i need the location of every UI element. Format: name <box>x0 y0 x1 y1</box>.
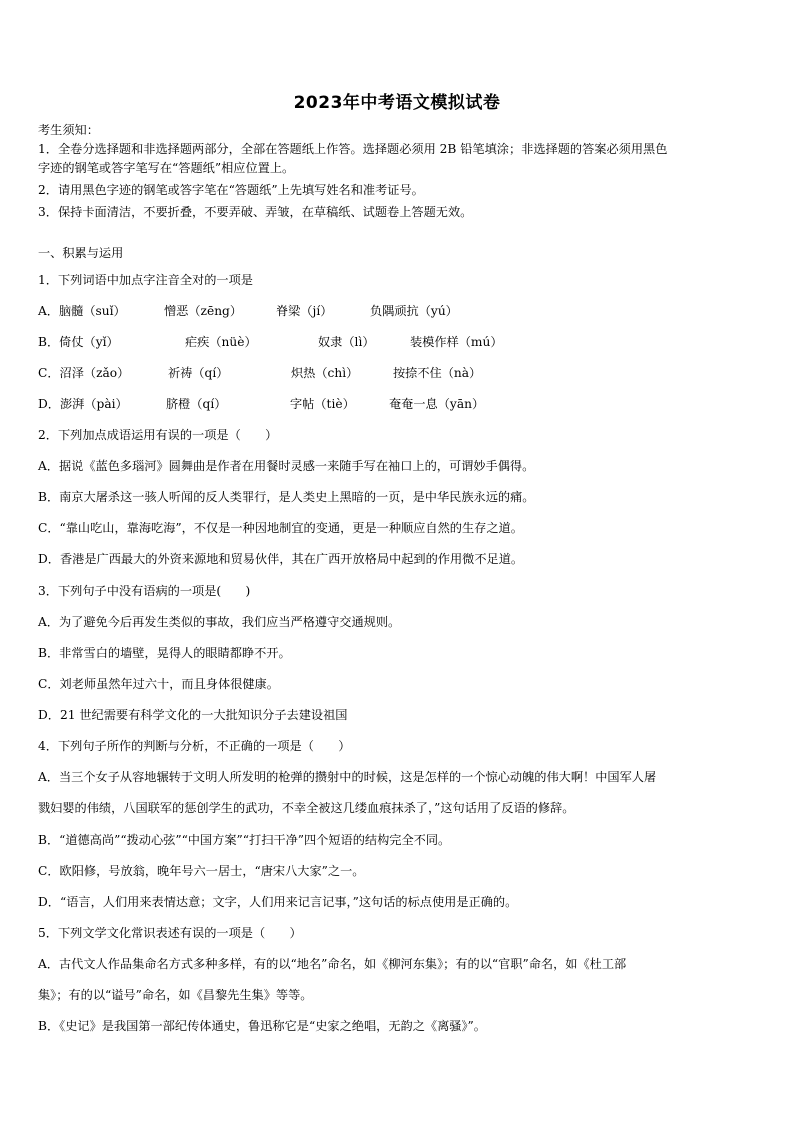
q3-option: B．非常雪白的墙壁，晃得人的眼睛都睁不开。 <box>38 646 291 660</box>
q4-line: 戮妇婴的伟绩，八国联军的惩创学生的武功，不幸全被这几缕血痕抹杀了，”这句话用了反语的修辞。 <box>38 801 575 815</box>
q4-line: C．欧阳修，号放翁，晚年号六一居士，“唐宋八大家”之一。 <box>38 864 365 878</box>
q1-option-b-word: 装模作样（mú） <box>410 335 503 349</box>
q3-option: D．21 世纪需要有科学文化的一大批知识分子去建设祖国 <box>38 708 348 722</box>
q5-line: A．古代文人作品集命名方式多种多样，有的以“地名”命名，如《柳河东集》；有的以“官职”命名，如《杜工部 <box>38 957 627 971</box>
notice-heading: 考生须知： <box>38 123 99 137</box>
q1-option-a-word: 负隅顽抗（yú） <box>370 304 458 318</box>
question-stem: 1．下列词语中加点字注音全对的一项是 <box>38 273 253 287</box>
q4-line: A．当三个女子从容地辗转于文明人所发明的枪弹的攒射中的时候，这是怎样的一个惊心动魄的伟大啊！中国军人屠 <box>38 770 657 784</box>
q1-option-d: D．澎湃（pài） <box>38 397 128 411</box>
question-stem: 3．下列句子中没有语病的一项是( ) <box>38 584 251 598</box>
q2-option: D．香港是广西最大的外资来源地和贸易伙伴，其在广西开放格局中起到的作用微不足道。 <box>38 552 524 566</box>
q1-option-c-word: 祈祷（qí） <box>168 366 229 380</box>
q1-option-d-word: 脐橙（qí） <box>166 397 227 411</box>
question-stem: 4．下列句子所作的判断与分析，不正确的一项是（ ） <box>38 739 351 753</box>
page-title: 2023年中考语文模拟试卷 <box>293 93 501 113</box>
q1-option-a-word: 憎恶（zēng） <box>164 304 243 318</box>
q1-option-c: C．沼泽（zǎo） <box>38 366 130 380</box>
notice-line: 3．保持卡面清洁，不要折叠，不要弄破、弄皱，在草稿纸、试题卷上答题无效。 <box>38 205 473 219</box>
q2-option: B．南京大屠杀这一骇人听闻的反人类罪行，是人类史上黑暗的一页，是中华民族永远的痛。 <box>38 490 535 504</box>
q1-option-a: A．脑髓（suǐ） <box>38 304 126 318</box>
notice-line: 2．请用黑色字迹的钢笔或答字笔在“答题纸”上先填写姓名和准考证号。 <box>38 183 424 197</box>
q2-option: C．“靠山吃山，靠海吃海”，不仅是一种因地制宜的变通，更是一种顺应自然的生存之道。 <box>38 521 523 535</box>
q1-option-c-word: 炽热（chì） <box>291 366 359 380</box>
q3-option: A．为了避免今后再发生类似的事故，我们应当严格遵守交通规则。 <box>38 615 401 629</box>
section-heading: 一、积累与运用 <box>38 246 124 260</box>
notice-line: 字迹的钢笔或答字笔写在“答题纸”相应位置上。 <box>38 161 295 175</box>
q5-line: B．《史记》是我国第一部纪传体通史，鲁迅称它是“史家之绝唱，无韵之《离骚》”。 <box>38 1019 486 1033</box>
q2-option: A．据说《蓝色多瑙河》圆舞曲是作者在用餐时灵感一来随手写在袖口上的，可谓妙手偶得。 <box>38 459 535 473</box>
q5-line: 集》；有的以“谥号”命名，如《昌黎先生集》等等。 <box>38 988 313 1002</box>
q1-option-a-word: 脊梁（jí） <box>276 304 333 318</box>
q4-line: B．“道德高尚”“拨动心弦”“中国方案”“打扫干净”四个短语的结构完全不同。 <box>38 833 451 847</box>
question-stem: 2．下列加点成语运用有误的一项是（ ） <box>38 428 278 442</box>
q1-option-c-word: 按捺不住（nà） <box>393 366 482 380</box>
q1-option-d-word: 奄奄一息（yān） <box>389 397 485 411</box>
q1-option-b-word: 疟疾（nüè） <box>185 335 257 349</box>
question-stem: 5．下列文学文化常识表述有误的一项是（ ） <box>38 926 302 940</box>
notice-line: 1．全卷分选择题和非选择题两部分，全部在答题纸上作答。选择题必须用 2B 铅笔填涂；非选择题的答案必须用黑色 <box>38 142 668 156</box>
q3-option: C．刘老师虽然年过六十，而且身体很健康。 <box>38 677 279 691</box>
q4-line: D．“语言，人们用来表情达意；文字，人们用来记言记事，”这句话的标点使用是正确的。 <box>38 895 518 909</box>
q1-option-d-word: 字帖（tiè） <box>290 397 355 411</box>
q1-option-b-word: 奴隶（lì） <box>318 335 375 349</box>
q1-option-b: B．倚仗（yǐ） <box>38 335 119 349</box>
